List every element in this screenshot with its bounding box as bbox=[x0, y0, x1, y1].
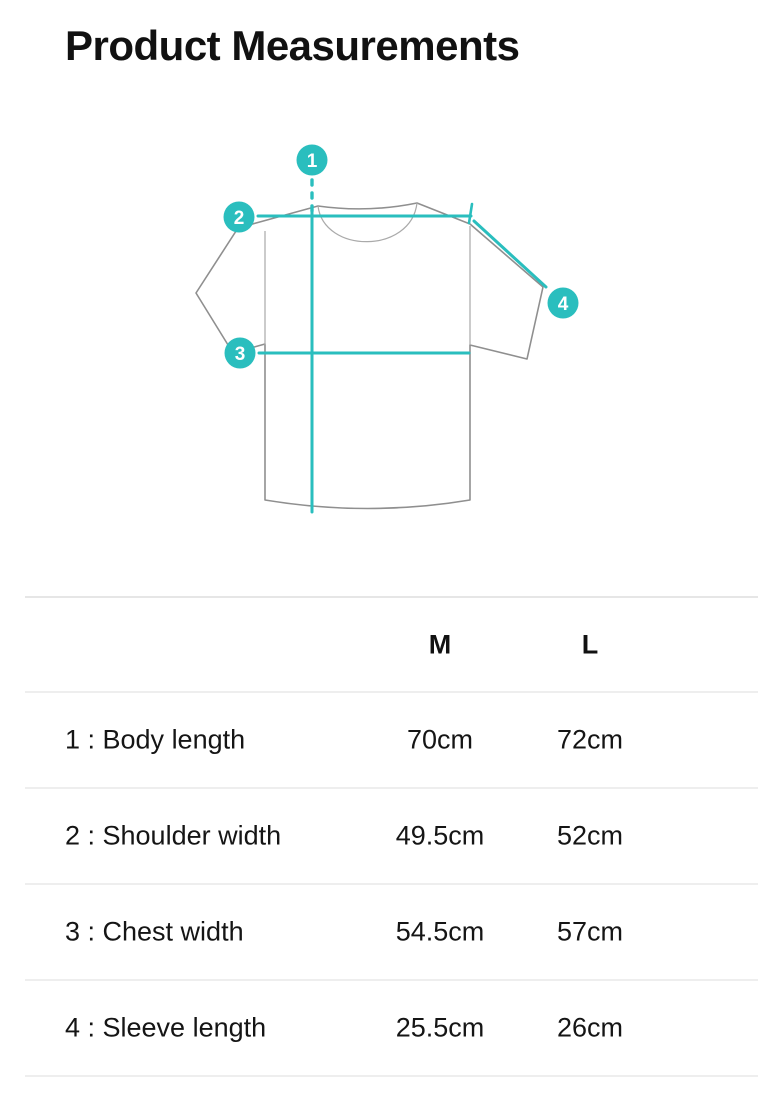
row-label: 4 : Sleeve length bbox=[65, 1012, 267, 1043]
value-l: 26cm bbox=[556, 1012, 624, 1043]
row-label: 3 : Chest width bbox=[65, 916, 244, 947]
value-l: 57cm bbox=[556, 916, 624, 947]
measurement-marker-3 bbox=[225, 338, 256, 369]
measurement-marker-4 bbox=[548, 288, 579, 319]
table-row-body-length bbox=[25, 693, 758, 789]
page-title: Product Measurements bbox=[65, 22, 520, 69]
marker-number: 4 bbox=[557, 294, 569, 315]
table-row-sleeve-length bbox=[25, 981, 758, 1077]
column-header-m: M bbox=[428, 629, 452, 659]
row-label: 2 : Shoulder width bbox=[65, 820, 282, 851]
value-l: 52cm bbox=[556, 820, 624, 851]
size-table-header-row bbox=[25, 598, 758, 693]
value-m: 25.5cm bbox=[395, 1012, 485, 1043]
marker-number: 3 bbox=[234, 344, 246, 365]
value-l: 72cm bbox=[556, 724, 624, 755]
shoulder-end-tick bbox=[469, 204, 472, 223]
row-label: 1 : Body length bbox=[65, 724, 246, 755]
value-m: 54.5cm bbox=[395, 916, 485, 947]
table-row-shoulder-width bbox=[25, 789, 758, 885]
column-header-l: L bbox=[581, 629, 599, 659]
value-m: 70cm bbox=[406, 724, 474, 755]
table-row-chest-width bbox=[25, 885, 758, 981]
measurement-marker-2 bbox=[224, 202, 255, 233]
value-m: 49.5cm bbox=[395, 820, 485, 851]
marker-number: 2 bbox=[233, 208, 245, 229]
marker-number: 1 bbox=[306, 151, 318, 172]
measurement-marker-1 bbox=[297, 145, 328, 176]
size-table bbox=[25, 596, 758, 1077]
